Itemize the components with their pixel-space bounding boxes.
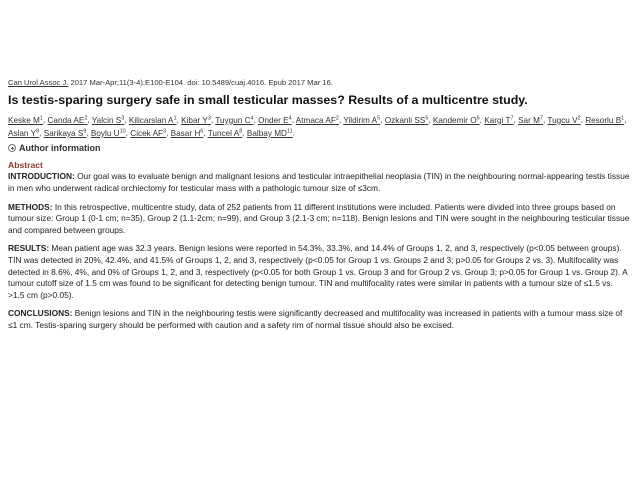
author-affiliation-number: 1	[39, 115, 43, 121]
author-separator: ,	[479, 115, 485, 125]
article-record	[8, 78, 630, 339]
author-name: Kibar Y	[181, 115, 208, 125]
author-affiliation-number: 1	[621, 115, 625, 121]
author-separator: ,	[176, 115, 182, 125]
author-separator: ,	[380, 115, 385, 125]
author-affiliation-number: 8	[239, 128, 243, 135]
author-separator: ,	[513, 115, 519, 125]
author-link[interactable]	[8, 116, 43, 125]
author-name: Kandemir O	[432, 115, 477, 125]
author-name: Tuygun C	[215, 115, 251, 125]
abstract-methods	[8, 202, 630, 237]
author-separator: ,	[203, 128, 208, 138]
author-affiliation-number: 4	[250, 115, 254, 121]
author-link[interactable]	[484, 116, 513, 125]
author-name: Keske M	[8, 115, 40, 125]
author-separator: ,	[253, 115, 259, 125]
author-separator: ,	[210, 115, 216, 125]
author-separator: ,	[338, 115, 344, 125]
abstract-introduction	[8, 171, 630, 194]
author-affiliation-number: 7	[539, 115, 543, 121]
author-affiliation-number: 10	[119, 128, 126, 135]
author-affiliation-number: 2	[335, 115, 339, 121]
author-link[interactable]	[130, 129, 166, 138]
author-separator: ,	[87, 115, 92, 125]
section-label: METHODS:	[8, 201, 53, 212]
author-name: Boylu U	[90, 128, 120, 138]
author-name: Kilicarslan A	[128, 115, 174, 125]
author-list	[8, 113, 630, 139]
author-name: Atmaca AF	[295, 115, 336, 125]
author-link[interactable]	[92, 116, 125, 125]
author-name: Basar H	[170, 128, 201, 138]
author-separator: ,	[428, 115, 433, 125]
section-text: In this retrospective, multicentre study, data of 252 patients from 11 different institutions were included. Patients were divided into three groups based on tumour size: Group 1 (0-1 cm; n=35), Group 2 (1.1-2cm; n=99), and Group 3 (2.1-3 cm; n=118). Benign lesions and TIN were sought in the neighbouring testicular tissue and compared between groups.	[8, 201, 630, 235]
author-separator: ,	[42, 115, 48, 125]
author-separator: ,	[125, 128, 131, 138]
author-information-label: Author information	[19, 143, 101, 154]
author-separator: ,	[242, 128, 247, 138]
abstract-conclusions	[8, 308, 630, 331]
author-affiliation-number: 5	[377, 115, 381, 121]
author-link[interactable]	[171, 129, 204, 138]
author-name: Resorlu B	[585, 115, 622, 125]
abstract-heading: Abstract	[8, 160, 43, 171]
author-affiliation-number: 9	[83, 128, 87, 135]
section-text: Benign lesions and TIN in the neighbouring testis were significantly decreased and multifocality was increased in patients with a tumour mass size of ≤1 cm. Testis-sparing surgery should be performed with caution and a safety rim of normal tissue should also be excised.	[8, 308, 623, 330]
author-separator: .	[292, 128, 295, 138]
author-link[interactable]	[44, 129, 87, 138]
section-label: CONCLUSIONS:	[8, 308, 73, 319]
author-affiliation-number: 3	[207, 115, 211, 121]
abstract-results	[8, 243, 630, 301]
author-separator: ,	[542, 115, 548, 125]
expand-plus-icon[interactable]	[8, 144, 16, 152]
author-link[interactable]	[208, 129, 243, 138]
author-link[interactable]	[258, 116, 292, 125]
journal-link[interactable]: Can Urol Assoc J.	[8, 78, 69, 87]
author-name: Aslan Y	[8, 128, 37, 138]
section-label: RESULTS:	[8, 243, 50, 254]
author-name: Canda AE	[47, 115, 85, 125]
author-link[interactable]	[129, 116, 177, 125]
article-title: Is testis-sparing surgery safe in small testicular masses? Results of a multicentre study.	[8, 93, 528, 107]
author-affiliation-number: 1	[173, 115, 177, 121]
author-name: Yalcin S	[91, 115, 122, 125]
author-affiliation-number: 2	[84, 115, 88, 121]
author-link[interactable]	[385, 116, 429, 125]
author-affiliation-number: 7	[510, 115, 514, 121]
author-link[interactable]	[47, 116, 87, 125]
author-name: Ozkanli SS	[384, 115, 426, 125]
author-separator: ,	[124, 115, 129, 125]
author-name: Sarikaya S	[43, 128, 84, 138]
author-separator: ,	[39, 128, 44, 138]
author-link[interactable]	[247, 129, 293, 138]
author-link[interactable]	[547, 116, 580, 125]
author-affiliation-number: 6	[200, 128, 204, 135]
author-separator: ,	[86, 128, 91, 138]
author-affiliation-number: 8	[36, 128, 40, 135]
author-affiliation-number: 5	[425, 115, 429, 121]
author-name: Sar M	[518, 115, 540, 125]
author-separator: ,	[291, 115, 296, 125]
author-name: Tuncel A	[207, 128, 240, 138]
author-link[interactable]	[8, 129, 39, 138]
author-affiliation-number: 2	[577, 115, 581, 121]
author-link[interactable]	[181, 116, 211, 125]
citation-line	[8, 78, 630, 88]
author-separator: ,	[580, 115, 586, 125]
author-link[interactable]	[433, 116, 480, 125]
author-name: Balbay MD	[246, 128, 287, 138]
author-affiliation-number: 3	[121, 115, 125, 121]
author-name: Onder E	[258, 115, 289, 125]
author-affiliation-number: 3	[163, 128, 167, 135]
author-name: Yildirim A	[343, 115, 378, 125]
author-name: Tugcu V	[547, 115, 578, 125]
author-link[interactable]	[215, 116, 253, 125]
author-affiliation-number: 6	[476, 115, 480, 121]
author-link[interactable]	[91, 129, 126, 138]
section-text: Mean patient age was 32.3 years. Benign lesions were reported in 54.3%, 33.3%, and 14.4% of Groups 1, 2, and 3, respectively (p<0.05 between groups). TIN was detected in 20%, 42.4%, and 41.5% of Groups 1, 2, and 3, respectively (p<0.05 for Group 1 vs. Groups 2 and 3; p>0.05 for Groups 2 vs. 3). Multifocality was detected in 8.6%, 4%, and 0% of Groups 1, 2, and 3, respectively (p<0.05 for both Group 1 vs. Group 3 and for Group 2 vs. Group 3; p>0.05 for Group 1 vs. Group 2). A tumour cutoff size of 1.5 cm was found to be significant for detecting benign tumour. TIN and multifocality rates were similar in patients with a tumour size of ≤1.5 vs. >1.5 cm (p>0.05).	[8, 243, 628, 300]
author-link[interactable]	[296, 116, 339, 125]
author-separator: ,	[166, 128, 171, 138]
author-separator: ,	[624, 115, 627, 125]
author-affiliation-number: 4	[288, 115, 292, 121]
citation-details: 2017 Mar-Apr;11(3-4):E100-E104. doi: 10.5489/cuaj.4016. Epub 2017 Mar 16.	[68, 78, 333, 87]
author-link[interactable]	[518, 116, 543, 125]
author-information-toggle[interactable]	[8, 143, 630, 153]
author-name: Cicek AF	[130, 128, 164, 138]
author-link[interactable]	[343, 116, 380, 125]
section-text: Our goal was to evaluate benign and malignant lesions and testicular intraepithelial neoplasia (TIN) in the neighbouring normal-appearing testis tissue in men who underwent radical orchiectomy for testicular mass with a pathologic tumour size of ≤3cm.	[8, 171, 630, 194]
author-name: Kargi T	[484, 115, 511, 125]
section-label: INTRODUCTION:	[8, 171, 75, 182]
author-affiliation-number: 11	[286, 128, 293, 135]
author-link[interactable]	[585, 115, 627, 125]
